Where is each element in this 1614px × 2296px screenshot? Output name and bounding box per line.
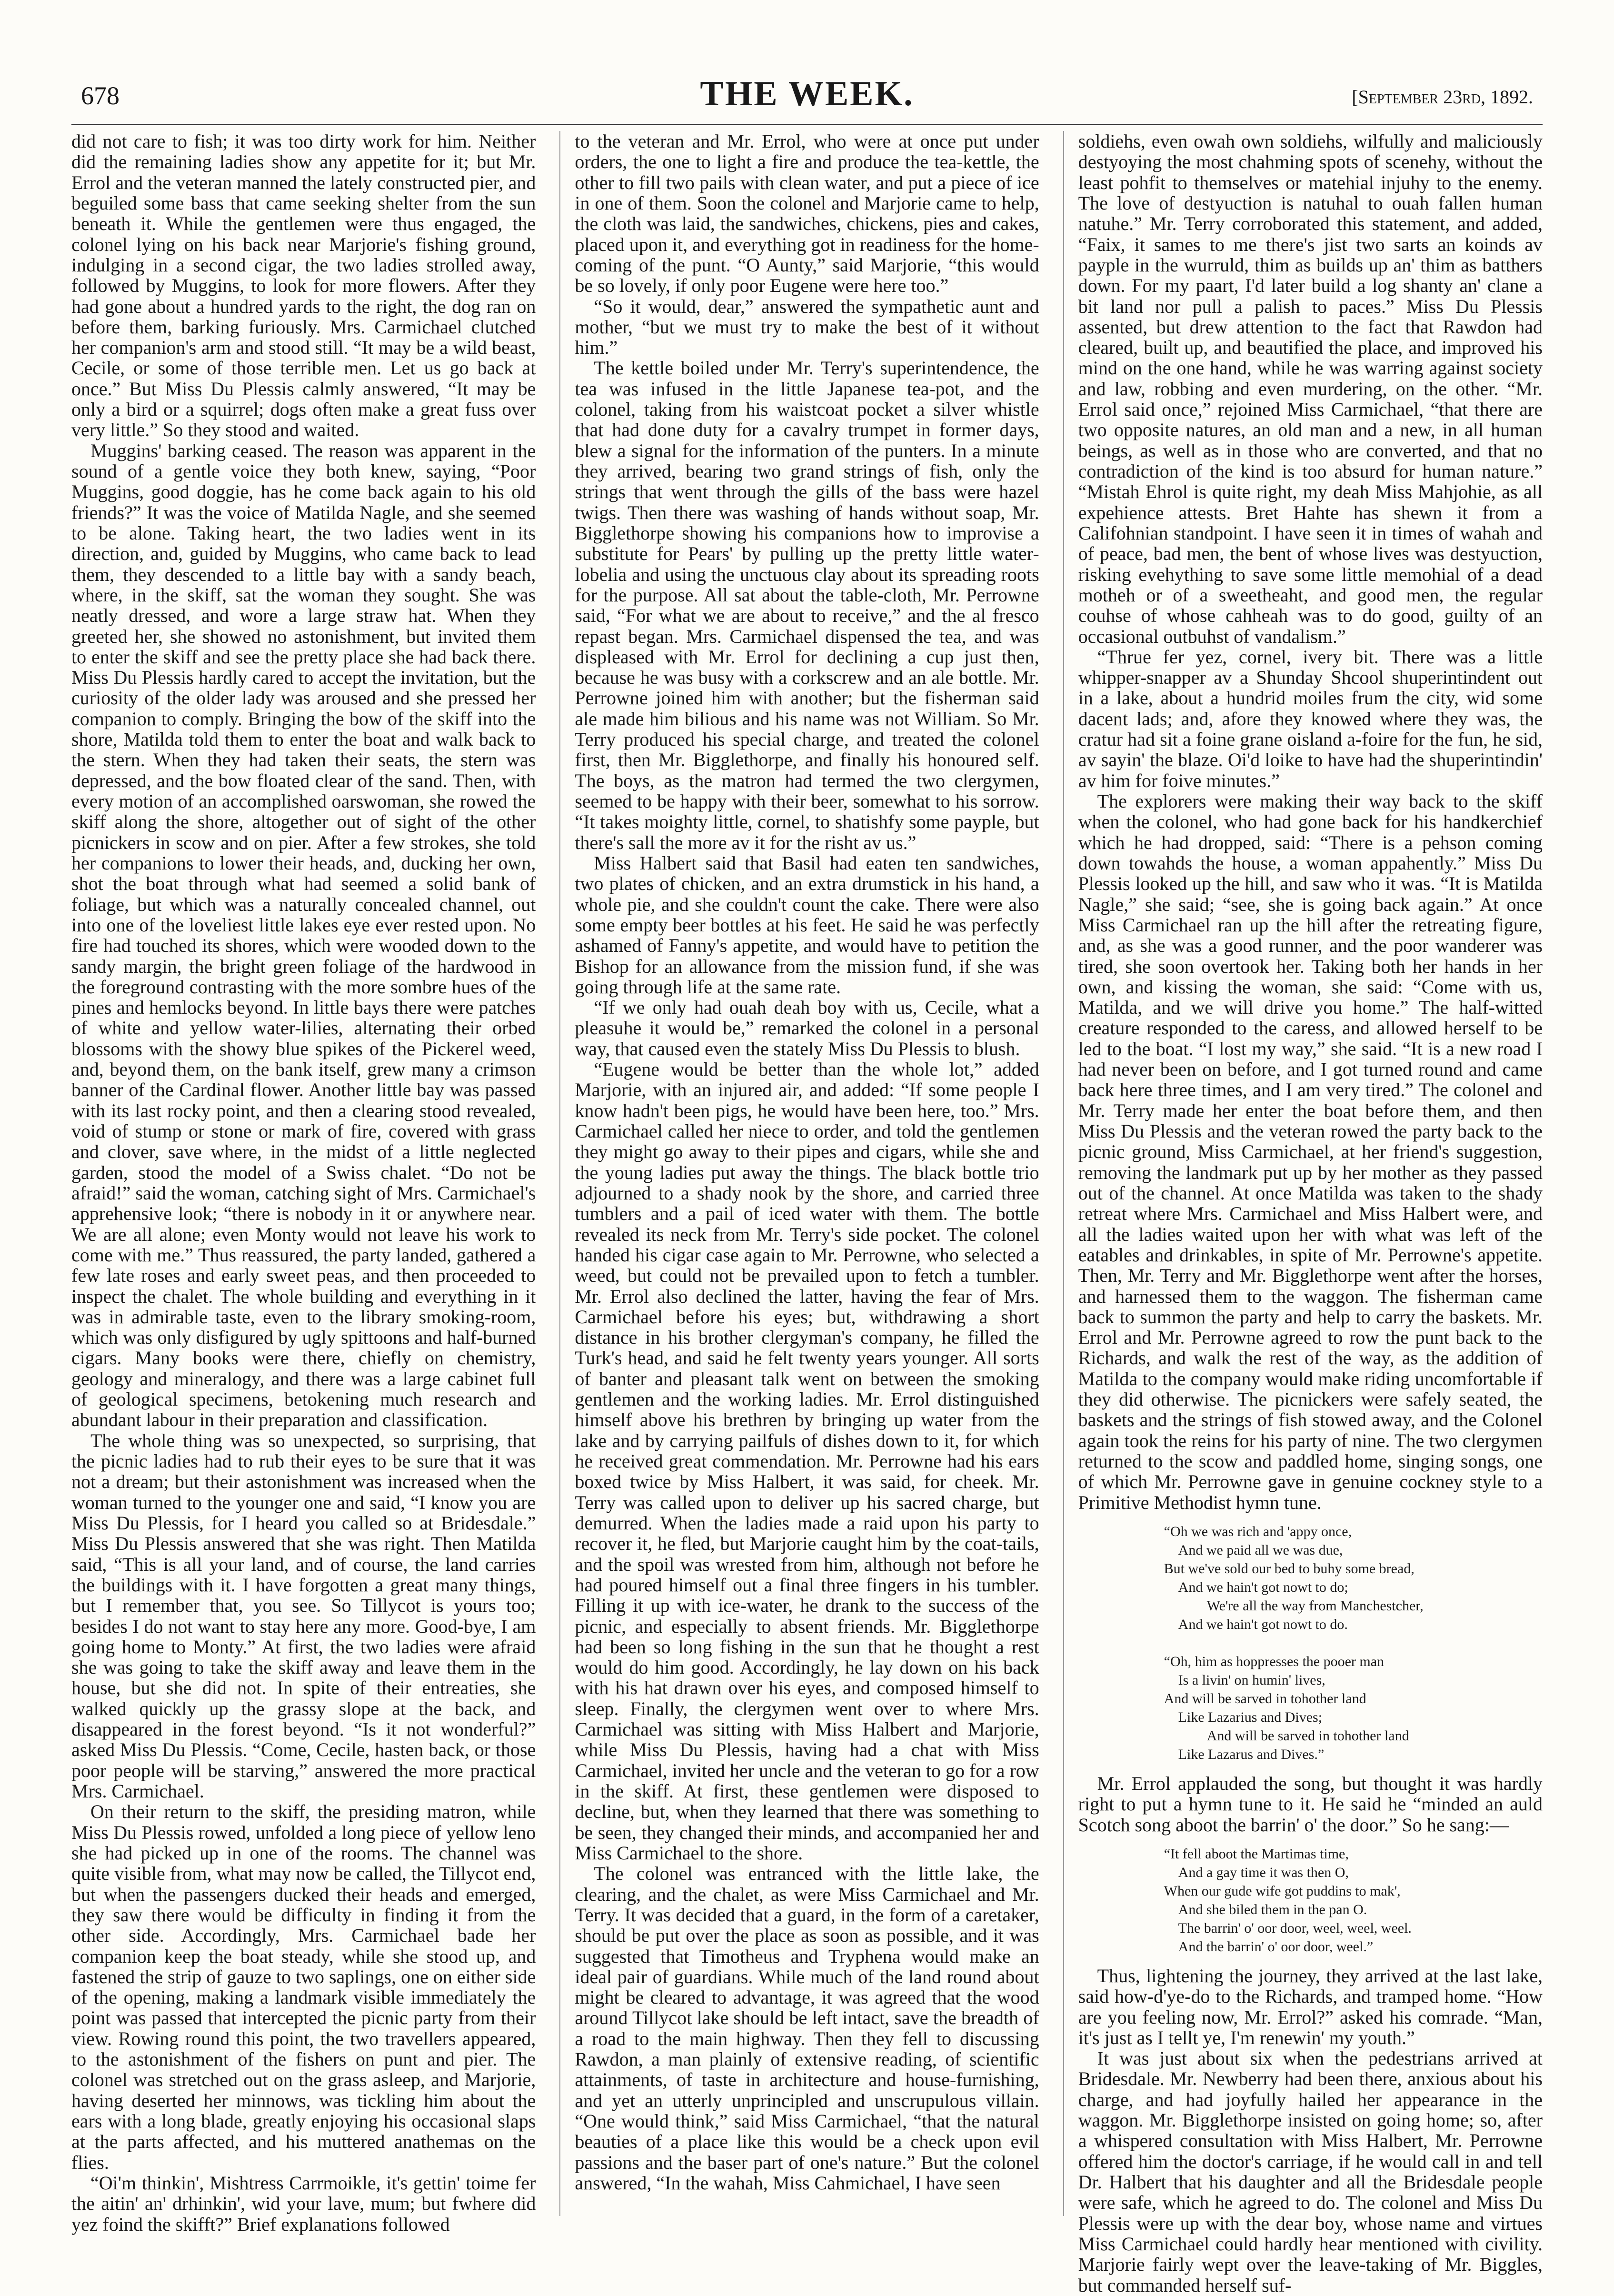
verse-line: And we paid all we was due, bbox=[1178, 1542, 1343, 1558]
verse-line: Is a livin' on humin' lives, bbox=[1178, 1672, 1325, 1688]
paragraph: On their return to the skiff, the presiding matron, while Miss Du Plessis rowed, unfolded a long piece of yellow leno she had picked up in one of the rooms. The channel was quite visible from, what may now be called, the Tillycot end, but when the passengers ducked their heads and emerged, they saw there would be difficulty in finding it from the other side. Accordingly, Mrs. Carmichael bade her companion keep the boat steady, while she stood up, and fastened the strip of gauze to two saplings, one on either side of the opening, making a landmark visible immediately the point was passed that intercepted the picnic party from their view. Rowing round this point, the two travellers appeared, to the astonishment of the fishers on punt and pier. The colonel was stretched out on the grass asleep, and Marjorie, having deserted her minnows, was tickling him about the ears with a long blade, greatly enjoying his occasional slaps at the parts affected, and his muttered anathemas on the flies. bbox=[71, 1801, 536, 2173]
verse-line: “It fell aboot the Martimas time, bbox=[1164, 1846, 1349, 1862]
paragraph: It was just about six when the pedestrians arrived at Bridesdale. Mr. Newberry had been there, anxious about his charge, and had joyfully hailed her appearance in the waggon. Mr. Bigglethorpe insisted on going home; so, after a whispered consultation with Miss Halbert, Mr. Perrowne offered him the doctor's carriage, if he would call in and tell Dr. Halbert that his daughter and all the Bridesdale people were safe, which he agreed to do. The colonel and Miss Du Plessis were up with the dear boy, whose name and virtues Miss Carmichael could hardly hear mentioned with civility. Marjorie fairly wept over the leave-taking of Mr. Biggles, but commanded herself suf- bbox=[1078, 2047, 1543, 2296]
verse-line: And we hain't got nowt to do. bbox=[1178, 1616, 1348, 1632]
article-columns bbox=[71, 130, 1543, 2296]
paragraph: The kettle boiled under Mr. Terry's superintendence, the tea was infused in the little Japanese tea-pot, and the colonel, taking from his waistcoat pocket a silver whistle that had done duty for a cavalry trumpet in former days, blew a signal for the information of the punters. In a minute they arrived, bearing two grand strings of fish, only the strings that went through the gills of the bass were hazel twigs. Then there was washing of hands without soap, Mr. Bigglethorpe showing his companions how to improvise a substitute for Pears' by pulling up the pretty little water-lobelia and using the unctuous clay about its spreading roots for the purpose. All sat about the table-cloth, Mr. Perrowne said, “For what we are about to receive,” and the al fresco repast began. Mrs. Carmichael dispensed the tea, and was displeased with Mr. Errol for declining a cup just then, because he was busy with a corkscrew and an ale bottle. Mr. Perrowne joined him with another; but the fisherman said ale made him bilious and his name was not William. So Mr. Terry produced his special charge, and treated the colonel first, then Mr. Bigglethorpe, and finally his honoured self. The boys, as the matron had termed the two clergymen, seemed to be happy with their beer, somewhat to his sorrow. “It takes moighty little, cornel, to shatishfy some payple, but there's sall the more av it for the risht av us.” bbox=[575, 357, 1039, 853]
verse-line: Like Lazarius and Dives; bbox=[1178, 1709, 1323, 1725]
paragraph: The whole thing was so unexpected, so surprising, that the picnic ladies had to rub their eyes to be sure that it was not a dream; but their astonishment was increased when the woman turned to the younger one and said, “I know you are Miss Du Plessis, for I heard you called so at Bridesdale.” Miss Du Plessis answered that she was right. Then Matilda said, “This is all your land, and of course, the land carries the buildings with it. I have forgotten a great many things, but I remember that, you see. So Tillycot is yours too; besides I do not want to stay here any more. Good-bye, I am going home to Monty.” At first, the two ladies were afraid she was going to take the skiff away and leave them in the house, but she did not. In spite of their entreaties, she walked quickly up the grassy slope at the back, and disappeared in the forest beyond. “Is it not wonderful?” asked Miss Du Plessis. “Come, Cecile, hasten back, or those poor people will be starving,” answered the more practical Mrs. Carmichael. bbox=[71, 1429, 536, 1802]
page-header bbox=[71, 71, 1543, 125]
paragraph: soldiehs, even owah own soldiehs, wilfully and maliciously destyoying the most chahming spots of scenehy, without the least pohfit to themselves or matehial injuhy to the enemy. The love of destyuction is natuhal to ouah fallen human natuhe.” Mr. Terry corroborated this statement, and added, “Faix, it sames to me there's jist two sarts an koinds av payple in the wurruld, thim as builds up an' thim as batthers down. For my paart, I'd later build a log shanty an' clane a bit land nor pull a palish to paces.” Miss Du Plessis assented, but drew attention to the fact that Rawdon had cleared, built up, and beautified the place, and improved his mind on the one hand, while he was warring against society and law, robbing and even murdering, on the other. “Mr. Errol said once,” rejoined Miss Carmichael, “that there are two opposite natures, an old man and a new, in all human beings, as well as in those who are converted, and that no contradiction of the kind is too absurd for human nature.” “Mistah Ehrol is quite right, my deah Miss Mahjohie, as all expehience attests. Bret Hahte has shewn it from a Califohnian standpoint. I have seen it in times of wahah and of peace, bad men, the bent of whose lives was destyuction, risking evehything to save some little memohial of a dead motheh or of a sweetheaht, and good men, the regular couhse of whose cahheah was to do good, guilty of an occasional outbuhst of vandalism.” bbox=[1078, 130, 1543, 647]
paragraph: The explorers were making their way back to the skiff when the colonel, who had gone back for his handkerchief which he had dropped, said: “There is a pehson coming down towahds the house, a woman appahently.” Miss Du Plessis looked up the hill, and saw who it was. “It is Matilda Nagle,” she said; “see, she is going back again.” At once Miss Carmichael ran up the hill after the retreating figure, and, as she was a good runner, and the poor wanderer was tired, she soon overtook her. Taking both her hands in her own, and kissing the woman, she said: “Come with us, Matilda, and we will drive you home.” The half-witted creature responded to the caress, and allowed herself to be led to the boat. “I lost my way,” she said. “It is a new road I had never been on before, and I got turned round and came back here three times, and I am very tired.” The colonel and Mr. Terry made her enter the boat before them, and then Miss Du Plessis and the veteran rowed the party back to the picnic ground, Miss Carmichael, at her friend's suggestion, removing the landmark put up by her mother as they passed out of the channel. At once Matilda was taken to the shady retreat where Mrs. Carmichael and Miss Halbert were, and all the ladies waited upon her with what was left of the eatables and drinkables, in spite of Mr. Perrowne's appetite. Then, Mr. Terry and Mr. Bigglethorpe went after the horses, and harnessed them to the waggon. The fisherman came back to summon the party and help to carry the baskets. Mr. Errol and Mr. Perrowne agreed to row the punt back to the Richards, and walk the rest of the way, as the addition of Matilda to the company would make riding uncomfortable if they did otherwise. The picnickers were safely seated, the baskets and the strings of fish stowed away, and the Colonel again took the reins for his party of nine. The two clergymen returned to the scow and paddled home, singing songs, one of which Mr. Perrowne gave in genuine cockney style to a Primitive Methodist hymn tune. bbox=[1078, 790, 1543, 1513]
verse-line: When our gude wife got puddins to mak', bbox=[1164, 1883, 1401, 1899]
verse-scotch-song bbox=[1164, 1845, 1543, 1956]
verse-line: The barrin' o' oor door, weel, weel, weel. bbox=[1178, 1920, 1412, 1936]
column-2 bbox=[559, 131, 1039, 2216]
verse-line: And will be sarved in tohother land bbox=[1164, 1690, 1366, 1707]
verse-line bbox=[1164, 1634, 1543, 1652]
verse-line: “Oh we was rich and 'appy once, bbox=[1164, 1523, 1352, 1539]
verse-line: Like Lazarus and Dives.” bbox=[1178, 1746, 1325, 1762]
paragraph: to the veteran and Mr. Errol, who were at once put under orders, the one to light a fire and produce the tea-kettle, the other to fill two pails with clean water, and put a piece of ice in one of them. Soon the colonel and Marjorie came to help, the cloth was laid, the sandwiches, chickens, pies and cakes, placed upon it, and everything got in readiness for the home-coming of the punt. “O Aunty,” said Marjorie, “this would be so lovely, if only poor Eugene were here too.” bbox=[575, 130, 1039, 297]
paragraph: “If we only had ouah deah boy with us, Cecile, what a pleasuhe it would be,” remarked the colonel in a personal way, that caused even the stately Miss Du Plessis to blush. bbox=[575, 997, 1039, 1059]
paragraph: “Oi'm thinkin', Mishtress Carrmoikle, it's gettin' toime fer the aitin' an' drhinkin', wid your lave, mum; but fwhere did yez foind the skifft?” Brief explanations followed bbox=[71, 2172, 536, 2235]
verse-line: And a gay time it was then O, bbox=[1178, 1864, 1349, 1880]
paragraph: did not care to fish; it was too dirty work for him. Neither did the remaining ladies show any appetite for it; but Mr. Errol and the veteran manned the lately constructed pier, and beguiled some bass that came seeking shelter from the sun beneath it. While the gentlemen were thus engaged, the colonel lying on his back near Marjorie's fishing ground, indulging in a second cigar, the two ladies strolled away, followed by Muggins, to look for more flowers. After they had gone about a hundred yards to the right, the dog ran on before them, barking furiously. Mrs. Carmichael clutched her companion's arm and stood still. “It may be a wild beast, Cecile, or some of those terrible men. Let us go back at once.” But Miss Du Plessis calmly answered, “It may be only a bird or a squirrel; dogs often make a great fuss over very little.” So they stood and waited. bbox=[71, 130, 536, 441]
publication-title: THE WEEK. bbox=[700, 74, 914, 113]
column-3 bbox=[1063, 130, 1543, 2296]
paragraph: “So it would, dear,” answered the sympathetic aunt and mother, “but we must try to make the best of it without him.” bbox=[575, 295, 1039, 359]
verse-line: But we've sold our bed to buhy some bread, bbox=[1164, 1560, 1415, 1577]
paragraph: Muggins' barking ceased. The reason was apparent in the sound of a gentle voice they both knew, saying, “Poor Muggins, good doggie, has he come back again to his old friends?” It was the voice of Matilda Nagle, and she seemed to be alone. Taking heart, the two ladies went in its direction, and, guided by Muggins, who came back to lead them, they descended to a little bay with a sandy beach, where, in the skiff, sat the woman they sought. She was neatly dressed, and wore a large straw hat. When they greeted her, she showed no astonishment, but invited them to enter the skiff and see the pretty place she had back there. Miss Du Plessis hardly cared to accept the invitation, but the curiosity of the older lady was aroused and she pressed her companion to comply. Bringing the bow of the skiff into the shore, Matilda told them to enter the boat and walk back to the stern. When they had taken their seats, the stern was depressed, and the bow floated clear of the sand. Then, with every motion of an accomplished oarswoman, she rowed the skiff along the shore, altogether out of sight of the other picnickers in scow and on pier. After a few strokes, she told her companions to lower their heads, and, ducking her own, shot the boat through what had seemed a solid bank of foliage, but which was a naturally concealed channel, out into one of the loveliest little lakes eye ever rested upon. No fire had touched its shores, which were wooded down to the sandy margin, the bright green foliage of the hardwood in the foreground contrasting with the more sombre hues of the pines and hemlocks beyond. In little bays there were patches of white and yellow water-lilies, alternating their orbed blossoms with the showy blue spikes of the Pickerel weed, and, beyond them, on the bank itself, grew many a crimson banner of the Cardinal flower. Another little bay was passed with its last rocky point, and then a clearing stood revealed, void of stump or stone or mark of fire, covered with grass and clover, save where, in the midst of a little neglected garden, stood the model of a Swiss chalet. “Do not be afraid!” said the woman, catching sight of Mrs. Carmichael's apprehensive look; “there is nobody in it or anywhere near. We are all alone; even Monty would not leave his work to come with me.” Thus reassured, the party landed, gathered a few late roses and early sweet peas, and then proceeded to inspect the chalet. The whole building and everything in it was in admirable taste, even to the library smoking-room, which was only disfigured by ugly spittoons and half-burned cigars. Many books were there, chiefly on chemistry, geology and mineralogy, and there was a large cabinet full of geological specimens, betokening much research and abundant labour in their preparation and classification. bbox=[71, 439, 536, 1431]
verse-line: And will be sarved in tohother land bbox=[1206, 1727, 1409, 1744]
paragraph: “Eugene would be better than the whole lot,” added Marjorie, with an injured air, and added: “If some people I know hadn't been pigs, he would have been here, too.” Mrs. Carmichael called her niece to order, and told the gentlemen they might go away to their pipes and cigars, while she and the young ladies put away the things. The black bottle trio adjourned to a shady nook by the shore, and carried three tumblers and a pail of iced water with them. The bottle revealed its neck from Mr. Terry's side pocket. The colonel handed his cigar case again to Mr. Perrowne, who selected a weed, but could not be prevailed upon to fetch a tumbler. Mr. Errol also declined the latter, having the fear of Mrs. Carmichael before his eyes; but, withdrawing a short distance in his brother clergyman's company, he filled the Turk's head, and said he felt twenty years younger. All sorts of banter and pleasant talk went on between the smoking gentlemen and the working ladies. Mr. Errol distinguished himself above his brethren by bringing up water from the lake and by carrying pailfuls of dishes down to it, for which he received great commendation. Mr. Perrowne had his ears boxed twice by Miss Halbert, it was said, for cheek. Mr. Terry was called upon to deliver up his sacred charge, but demurred. When the ladies made a raid upon his party to recover it, he fled, but Marjorie caught him by the coat-tails, and the spoil was wrested from him, although not before he had poured himself out a final three fingers in his tumbler. Filling it up with ice-water, he drank to the success of the picnic, and especially to absent friends. Mr. Bigglethorpe had been so long fishing in the sun that he thought a rest would do him good. Accordingly, he lay down on his back with his hat drawn over his eyes, and composed himself to sleep. Finally, the clergymen went over to where Mrs. Carmichael was sitting with Miss Halbert and Marjorie, while Miss Du Plessis, having had a chat with Miss Carmichael, invited her uncle and the veteran to go for a row in the skiff. At first, these gentlemen were disposed to decline, but, when they learned that there was something to be seen, they changed their minds, and accompanied her and Miss Carmichael to the shore. bbox=[575, 1058, 1039, 1864]
paragraph: The colonel was entranced with the little lake, the clearing, and the chalet, as were Miss Carmichael and Mr. Terry. It was decided that a guard, in the form of a caretaker, should be put over the place as soon as possible, and it was suggested that Timotheus and Tryphena would make an ideal pair of guardians. While much of the land round about might be cleared to advantage, it was agreed that the wood around Tillycot lake should be left intact, save the breadth of a road to the main highway. Then they fell to discussing Rawdon, a man plainly of extensive reading, of scientific attainments, of taste in architecture and house-furnishing, and yet an utterly unprincipled and unscrupulous villain. “One would think,” said Miss Carmichael, “that the natural beauties of a place like this would be a check upon evil passions and the baser part of one's nature.” But the colonel answered, “In the wahah, Miss Cahmichael, I have seen bbox=[575, 1863, 1039, 2194]
paragraph: Mr. Errol applauded the song, but thought it was hardly right to put a hymn tune to it. He said he “minded an auld Scotch song aboot the barrin' o' the door.” So he sang:— bbox=[1078, 1772, 1543, 1836]
column-1 bbox=[71, 130, 536, 2235]
verse-line: And she biled them in the pan O. bbox=[1178, 1901, 1367, 1917]
verse-line: “Oh, him as hoppresses the pooer man bbox=[1164, 1653, 1385, 1669]
verse-line: We're all the way from Manchestcher, bbox=[1206, 1597, 1424, 1614]
paragraph: Miss Halbert said that Basil had eaten ten sandwiches, two plates of chicken, and an extra drumstick in his hand, a whole pie, and she couldn't count the cake. There were also some empty beer bottles at his feet. He said he was perfectly ashamed of Fanny's appetite, and would have to petition the Bishop for an allowance from the mission fund, if she was going through life at the same rate. bbox=[575, 852, 1039, 998]
verse-line: And we hain't got nowt to do; bbox=[1178, 1579, 1348, 1595]
issue-date: [September 23rd, 1892. bbox=[1352, 86, 1533, 108]
verse-cockney-hymn bbox=[1164, 1522, 1543, 1764]
page-number: 678 bbox=[81, 81, 120, 110]
verse-line: And the barrin' o' oor door, weel.” bbox=[1178, 1938, 1374, 1955]
paragraph: Thus, lightening the journey, they arrived at the last lake, said how-d'ye-do to the Richards, and tramped home. “How are you feeling now, Mr. Errol?” asked his comrade. “Man, it's just as I tellt ye, I'm renewin' my youth.” bbox=[1078, 1965, 1543, 2048]
paragraph: “Thrue fer yez, cornel, ivery bit. There was a little whipper-snapper av a Shunday Shcool shuperintindent out in a lake, about a hundrid moiles frum the city, wid some dacent lads; and, afore they knowed where they was, the cratur had sit a foine grane oisland a-foire for the fun, he sid, av sayin' the blaze. Oi'd loike to have had the shuperintindin' av him for foive minutes.” bbox=[1078, 646, 1543, 791]
